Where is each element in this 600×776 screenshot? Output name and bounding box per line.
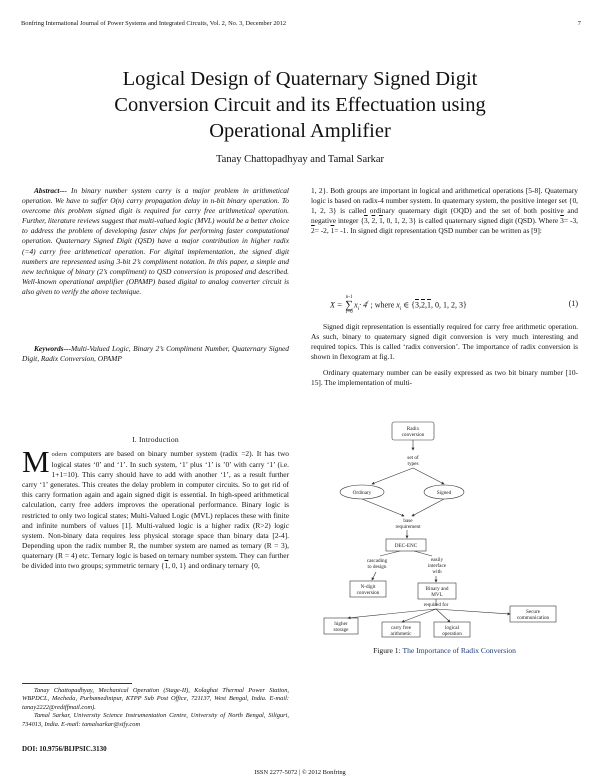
- eq-bar-two: 2: [420, 300, 425, 310]
- label-higher-1: higher: [334, 621, 348, 627]
- abstract: [22, 186, 289, 297]
- page-footer: ISSN 2277-5072 | © 2012 Bonfring: [254, 769, 346, 776]
- sum-lower: i=0: [345, 310, 353, 315]
- intro-smallcaps: odern: [51, 451, 68, 458]
- label-easily-1: easily: [430, 557, 444, 563]
- keywords-text: Multi-Valued Logic, Binary 2’s Compliment Number, Quaternary Signed Digit, Radix Conversion, OPAMP: [22, 344, 289, 364]
- label-signed: Signed: [436, 490, 452, 496]
- eq-where: ; where: [368, 300, 397, 310]
- label-required: required for: [423, 602, 449, 608]
- abstract-label: Abstract---: [34, 186, 67, 195]
- label-radix-2: conversion: [401, 432, 425, 438]
- eq-bar-one: 1: [426, 300, 431, 310]
- eq-lhs: X =: [330, 300, 345, 310]
- footnote-author-1: Tanay Chattopadhyay, Mechanical Operation (Stage-II), Kolaghat Thermal Power Station, WBPDCL, Mecheda, Purbamedinipur, KTPP Sub Post Office, 721137, West Bengal, India. E-mail: tanay2222@rediffmail.com).: [22, 687, 289, 711]
- right-text-2: , 0, 1, 2, 3} is called quaternary signed digit (QSD). Where: [382, 216, 561, 226]
- bar-one: 1: [164, 561, 169, 571]
- label-easily-3: with: [432, 569, 442, 575]
- title-line-1: Logical Design of Quaternary Signed Digit: [122, 68, 478, 90]
- abstract-text: In binary number system carry is a major problem in arithmetical operation. We have to suffer O(n) carry propagation delay in n-bit binary operation. To overcome this problem signed digit is required for carry free arithmetical operation. Further, literature reviews suggest that multi-valued logic (MVL) would be a better choice to address the problem of developing faster chips for performing faster computational operation. Quaternary Signed Digit (QSD) have a major contribution in higher radix (=4) carry free arithmetical operation. For digital implementation, the signed digit numbers are represented using 3-bit 2’s compliment notation. In this paper, a simple and new technique of binary (2’s compliment) to QSD conversion is proposed and described. Well-known operational amplifier (OPAMP) based digital to analog converter circuit is also given to verify the above technique.: [22, 186, 289, 296]
- running-header: [21, 20, 581, 27]
- label-higher-2: storage: [333, 627, 349, 633]
- summation: [345, 295, 353, 316]
- eq-set-open: ∈ {: [401, 300, 415, 310]
- figure-1-flexogram: [320, 406, 570, 638]
- right-paragraphs: [311, 322, 578, 389]
- figure-caption-label: Figure 1:: [373, 646, 401, 655]
- bar-three-b: 3: [560, 216, 564, 226]
- doi: DOI: 10.9756/BIJPSIC.3130: [22, 745, 107, 753]
- label-cascading-1: cascading: [366, 558, 388, 564]
- sigma-symbol: ∑: [345, 299, 354, 311]
- label-easily-2: interface: [427, 563, 447, 569]
- introduction-text: [22, 444, 289, 571]
- paper-title: [40, 66, 560, 144]
- label-cascading-2: to design: [367, 564, 387, 570]
- keywords: [22, 344, 289, 364]
- bar-two: 2: [371, 216, 376, 226]
- intro-tail: , 0, 1} and ordinary ternary {0,: [168, 561, 260, 571]
- eq-set-tail: , 0, 1, 2, 3}: [430, 300, 467, 310]
- page-number: 7: [577, 20, 581, 27]
- eq-bar-three: 3: [414, 300, 419, 310]
- right-intro-continued: 1, 2}. Both groups are important in logical and arithmetical operations [5-8]. Quaternary logic is based on radix-4 number system. In quaternary system, the positive integer set {0, 1, 2, 3} is called ordinary quaternary digit (OQD) and the set of both positive and negative integer {3, 2, 1, 0, 1, 2, 3} is called quaternary signed digit (QSD). Where 3= -3, 2= -2, 1= -1. In signed digit representation QSD number can be written as [9]:: [311, 186, 578, 236]
- right-text-3: = -3,: [563, 216, 578, 226]
- label-binmvl-2: MVL: [431, 592, 443, 598]
- flexogram-svg: [320, 406, 570, 638]
- label-carry-1: carry free: [390, 625, 412, 631]
- right-text-4: = -2,: [314, 226, 331, 236]
- sum-upper: n-1: [345, 295, 353, 300]
- footnote-author-2: Tamal Sarkar, University Science Instrumentation Centre, University of North Bengal, Siliguri, 734013, India. E-mail: tamalsarkar@sify.com: [22, 712, 289, 728]
- footnote: [22, 687, 289, 729]
- label-secure-1: Secure: [525, 609, 541, 615]
- footnote-divider: [22, 683, 132, 684]
- equation-1: [330, 295, 578, 317]
- label-logical-2: operation: [442, 631, 462, 637]
- equation-body: X = n-1 ∑ $i=0x_i\cdot 4^i$ ; where $x_i$ ∈ {3,2,1, 0, 1, 2, 3}: [330, 295, 467, 315]
- bar-two-b: 2: [311, 226, 315, 236]
- section-heading-introduction: I. Introduction: [132, 435, 179, 444]
- label-carry-2: arithmetic: [390, 631, 412, 637]
- label-base-2: requirement: [395, 524, 421, 530]
- title-line-2: Conversion Circuit and its Effectuation using: [114, 94, 486, 116]
- eq-power: · 4: [359, 300, 368, 310]
- label-ndigit-2: conversion: [356, 590, 380, 596]
- keywords-label: Keywords---: [34, 344, 71, 353]
- figure-1-caption: [311, 646, 578, 655]
- drop-cap: M: [22, 444, 50, 479]
- label-dec-enc: DEC-ENC: [394, 543, 418, 549]
- right-text-5: = -1. In signed digit representation QSD number can be written as [9]:: [334, 226, 542, 236]
- intro-body: computers are based on binary number system (radix =2). It has two logical states ‘0’ and ‘1’. In such system, ‘1’ plus ‘1’ is ’0’ with carry ‘1’ (i.e. 1+1=10). This carry should have to add with another ‘1’, as a result further carry ‘1’ generates. This creates the delay problem in computer circuits. So to get rid of this carry formation again and again signed digit is essential. In high-speed arithmetical calculation, carry free adders improves the operational performance. Binary logic is restricted to only two logical states; Multi-Valued Logic (MVL) replaces these with finite and infinite numbers of values [1]. Multi-valued logic is a higher radix (R>2) logic system. Non-binary data requires less physical storage space than binary data [2-4]. Depending upon the radix number R, the number system are named as ternary (R = 3), quaternary (R = 4) etc. Ternary logic is based on ternary number system. They can further be divided into two groups; symmetric ternary {: [22, 449, 289, 571]
- eq-var: x: [354, 300, 358, 310]
- title-line-3: Operational Amplifier: [209, 120, 391, 142]
- equation-number: (1): [568, 299, 578, 308]
- label-secure-2: communication: [516, 615, 550, 621]
- label-base-1: base: [403, 518, 413, 524]
- bar-one-b: 1: [330, 226, 335, 236]
- authors: Tanay Chattopadhyay and Tamal Sarkar: [215, 154, 385, 165]
- journal-name: Bonfring International Journal of Power Systems and Integrated Circuits, Vol. 2, No. 3, December 2012: [21, 20, 287, 27]
- label-set-1: set of: [407, 455, 419, 461]
- bar-three: 3: [364, 216, 368, 226]
- figure-caption-text: The Importance of Radix Conversion: [402, 646, 516, 655]
- label-ordinary: Ordinary: [352, 490, 372, 496]
- label-set-2: types: [407, 461, 419, 467]
- label-radix-1: Radix: [406, 426, 420, 432]
- right-paragraph-2: Signed digit representation is essentially required for carry free arithmetic operation. As such, binary to quaternary signed digit conversion is very much interesting and required topics. This is called ‘radix conversion’. The importance of radix conversion is shown in flexogram at fig.1.: [311, 322, 578, 362]
- label-binmvl-1: Binary and: [425, 586, 449, 592]
- bar-one-right: 1: [379, 216, 383, 226]
- right-text-1: 1, 2}. Both groups are important in logical and arithmetical operations [5-8]. Quaternary logic is based on radix-4 number system. In quaternary system, the positive integer set {0, 1, 2, 3} is called ordinary quaternary digit (OQD) and the set of both positive and negative integer {: [311, 186, 578, 226]
- label-logical-1: logical: [444, 625, 460, 631]
- label-ndigit-1: N-digit: [360, 584, 376, 590]
- right-paragraph-3: Ordinary quaternary number can be easily expressed as two bit binary number [10-15]. The implementation of multi-: [311, 368, 578, 388]
